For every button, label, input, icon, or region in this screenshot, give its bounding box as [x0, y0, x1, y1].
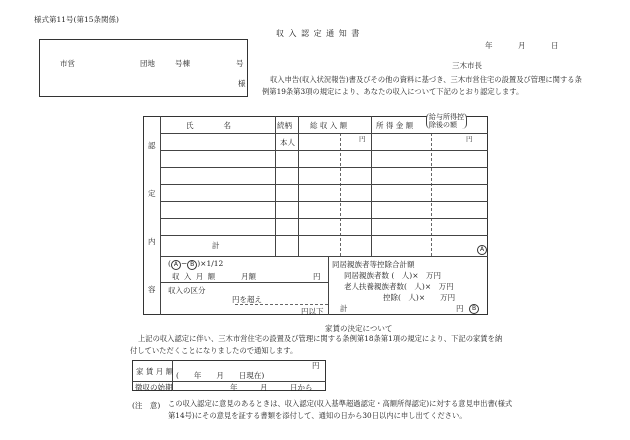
formula-fraction: 1/12	[206, 259, 224, 268]
address-danchi: 団地	[140, 59, 155, 68]
total-income-yen: 円	[359, 135, 366, 143]
header-name: 氏 名	[186, 121, 231, 130]
under-label: 円以下	[301, 307, 324, 316]
monthly-rent-label: 家 賃 月 額	[136, 367, 174, 376]
formula-b: B	[187, 260, 197, 270]
date-day: 日	[551, 41, 559, 50]
self-label: 本人	[280, 138, 295, 147]
monthly-yen: 円	[313, 272, 321, 281]
formula-times: )×	[197, 259, 207, 268]
header-bracket	[426, 113, 467, 129]
address-sama: 様	[238, 79, 246, 88]
header-total-income: 総 収 入 額	[310, 121, 348, 130]
header-relation: 続柄	[277, 121, 292, 130]
over-label: 円を超え	[232, 295, 262, 304]
date-year: 年	[485, 41, 493, 50]
side-label-3: 内	[148, 237, 156, 246]
dependents-line: 同居親族者数 ( 人)× 万円	[344, 271, 442, 280]
income-category-label: 収入の区分	[168, 286, 206, 295]
deduction-title: 同居親族者等控除合計額	[332, 260, 415, 269]
formula-open: (	[168, 259, 171, 268]
address-gou: 号	[236, 59, 244, 68]
mark-a-circle: A	[477, 245, 487, 255]
mark-a	[477, 244, 487, 255]
elderly-line: 老人扶養親族者数( 人)× 万円	[344, 282, 454, 291]
date-month: 月	[518, 41, 526, 50]
document-title: 収 入 認 定 通 知 書	[276, 29, 361, 38]
address-city: 市営	[60, 59, 75, 68]
note-label: (注 意)	[132, 401, 161, 410]
formula-a: A	[171, 260, 181, 270]
income-yen: 円	[466, 135, 473, 143]
monthly-label: 月額	[241, 272, 256, 281]
header-bracket-top: 給与所得控	[429, 113, 464, 121]
side-label-4: 容	[148, 285, 156, 294]
start-value: 年 月 日から	[230, 383, 313, 392]
mark-b	[469, 303, 479, 314]
total-label: 計	[212, 241, 220, 250]
formula	[168, 259, 223, 270]
deduction-total-label: 計	[340, 304, 348, 313]
disabled-line: 控除( 人)× 万円	[383, 293, 456, 302]
note-text: この収入認定に意見のあるときは、収入認定(収入基準超過認定・高額所得認定)に対する意見申出書(様式第14号)にその意見を証する書類を添付して、通知の日から30日以内に申し出てください。	[168, 399, 513, 420]
rent-date-line: ( 年 月 日現在)	[176, 371, 265, 380]
deduction-yen: 円	[456, 304, 464, 313]
side-label-1: 認	[148, 141, 156, 150]
header-bracket-bottom: 除後の額	[429, 121, 457, 129]
issuer: 三木市長	[452, 61, 482, 70]
rent-yen: 円	[312, 361, 320, 370]
start-label: 徴収の始期	[135, 383, 173, 392]
address-gou-mune: 号棟	[175, 59, 190, 68]
intro-text: 収入申告(収入状況報告)書及びその他の資料に基づき、三木市営住宅の設置及び管理に関する条例第19条第3項の規定により、あなたの収入について下記のとおり認定します。	[262, 75, 582, 96]
rent-heading: 家賃の決定について	[325, 324, 393, 333]
formula-minus: −	[180, 259, 188, 268]
side-label-2: 定	[148, 189, 156, 198]
rent-text: 上記の収入認定に伴い、三木市営住宅の設置及び管理に関する条例第18条第1項の規定により、下記の家賃を納付していただくことになりましたので通知します。	[130, 334, 503, 355]
mark-b-circle: B	[469, 304, 479, 314]
address-box	[39, 39, 248, 97]
form-number: 様式第11号(第15条関係)	[34, 15, 119, 24]
monthly-income-label: 収 入 月 額	[172, 272, 217, 281]
header-income: 所 得 金 額	[376, 121, 414, 130]
